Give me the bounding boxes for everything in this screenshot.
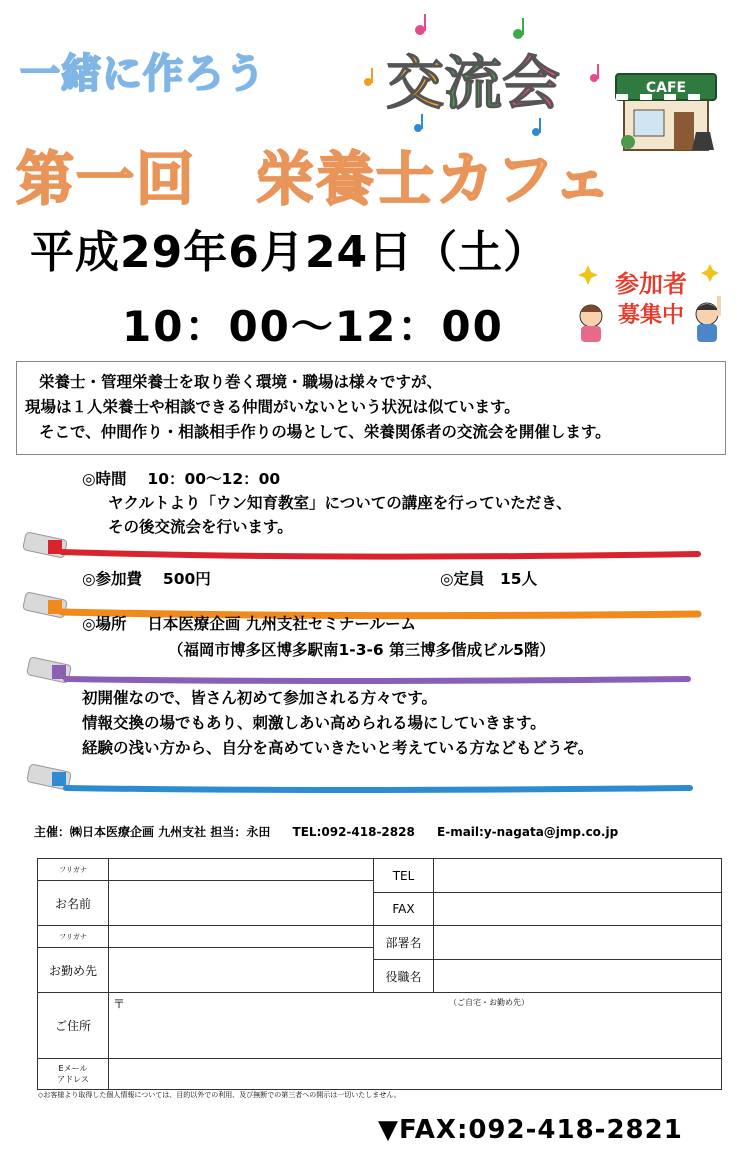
email-field[interactable] [109,1059,722,1090]
event-char-ryu: 流 [444,49,503,117]
time-description: ヤクルトより「ウン知育教室」についての講座を行っていただき、 [108,494,572,512]
position-field[interactable] [434,960,722,993]
privacy-notice: ◇お客様より取得した個人情報については、目的以外での利用、及び無断での第三者への開示は一切いたしません。 [38,1091,401,1099]
furigana-label: フリガナ [38,859,109,881]
address-info: （福岡市博多区博多駅南1-3-6 第三博多偕成ビル5階） [168,641,555,659]
time-description: その後交流会を行います。 [108,518,293,536]
organizer-tel: TEL:092-418-2828 [292,825,415,839]
email-label-line: アドレス [57,1075,89,1084]
person-right-icon [696,296,721,342]
organizer-line [34,823,636,840]
intro-line: そこで、仲間作り・相談相手作りの場として、栄養関係者の交流会を開催します。 [39,423,611,441]
recruit-top-text: 参加者 [615,270,687,298]
red-paint-stroke [22,530,702,562]
event-char-kai: 会 [502,49,561,117]
dept-field[interactable] [434,926,722,960]
dept-label: 部署名 [374,926,434,960]
intro-line: 現場は１人栄養士や相談できる仲間がいないという状況は似ています。 [25,398,520,416]
address-note: （ご自宅・お勤め先） [449,998,529,1007]
work-furigana-field[interactable] [109,926,374,948]
cafe-shop-icon [610,70,722,154]
event-word [386,36,560,120]
place-info: ◎場所 日本医療企画 九州支社セミナールーム [82,615,417,633]
name-furigana-field[interactable] [109,859,374,881]
event-char-kou: 交 [386,49,445,117]
name-label: お名前 [38,881,109,926]
message-line: 経験の浅い方から、自分を高めていきたいと考えている方などもどうぞ。 [82,739,594,757]
participants-wanted-badge [575,262,725,344]
address-label: ご住所 [38,993,109,1059]
application-form [37,858,722,1090]
blue-paint-stroke [26,762,696,798]
event-time: 10：00～12：00 [122,302,504,351]
cafe-sign-text: CAFE [645,80,687,96]
position-label: 役職名 [374,960,434,993]
furigana-label: フリガナ [38,926,109,948]
intro-line: 栄養士・管理栄養士を取り巻く環境・職場は様々ですが、 [39,373,443,391]
organizer-host: 主催：㈱日本医療企画 九州支社 担当：永田 [34,825,271,839]
fax-field[interactable] [434,893,722,926]
fee-info: ◎参加費 500円 [82,570,211,588]
message-line: 初開催なので、皆さん初めて参加される方々です。 [82,689,437,707]
fax-number: ▼FAX:092-418-2821 [378,1115,683,1145]
work-label: お勤め先 [38,948,109,993]
organizer-email: E-mail:y-nagata@jmp.co.jp [437,825,619,839]
page-title: 第一回 栄養士カフェ [16,145,614,213]
event-date: 平成29年6月24日（土） [30,227,549,278]
fax-label: FAX [374,893,434,926]
capacity-info: ◎定員 15人 [440,570,538,588]
tel-field[interactable] [434,859,722,893]
person-left-icon [580,305,602,342]
recruit-bottom-text: 募集中 [617,303,685,328]
tagline: 一緒に作ろう [20,51,266,97]
tel-label: TEL [374,859,434,893]
intro-box [16,361,726,455]
time-heading: ◎時間 10：00～12：00 [82,470,281,488]
purple-paint-stroke [26,657,696,689]
postal-mark: 〒 [113,997,126,1011]
name-field[interactable] [109,881,374,926]
email-label [38,1059,109,1090]
email-label-line: Eメール [58,1064,88,1073]
address-field[interactable] [109,993,722,1059]
work-field[interactable] [109,948,374,993]
message-line: 情報交換の場でもあり、刺激しあい高められる場にしていきます。 [82,714,546,732]
